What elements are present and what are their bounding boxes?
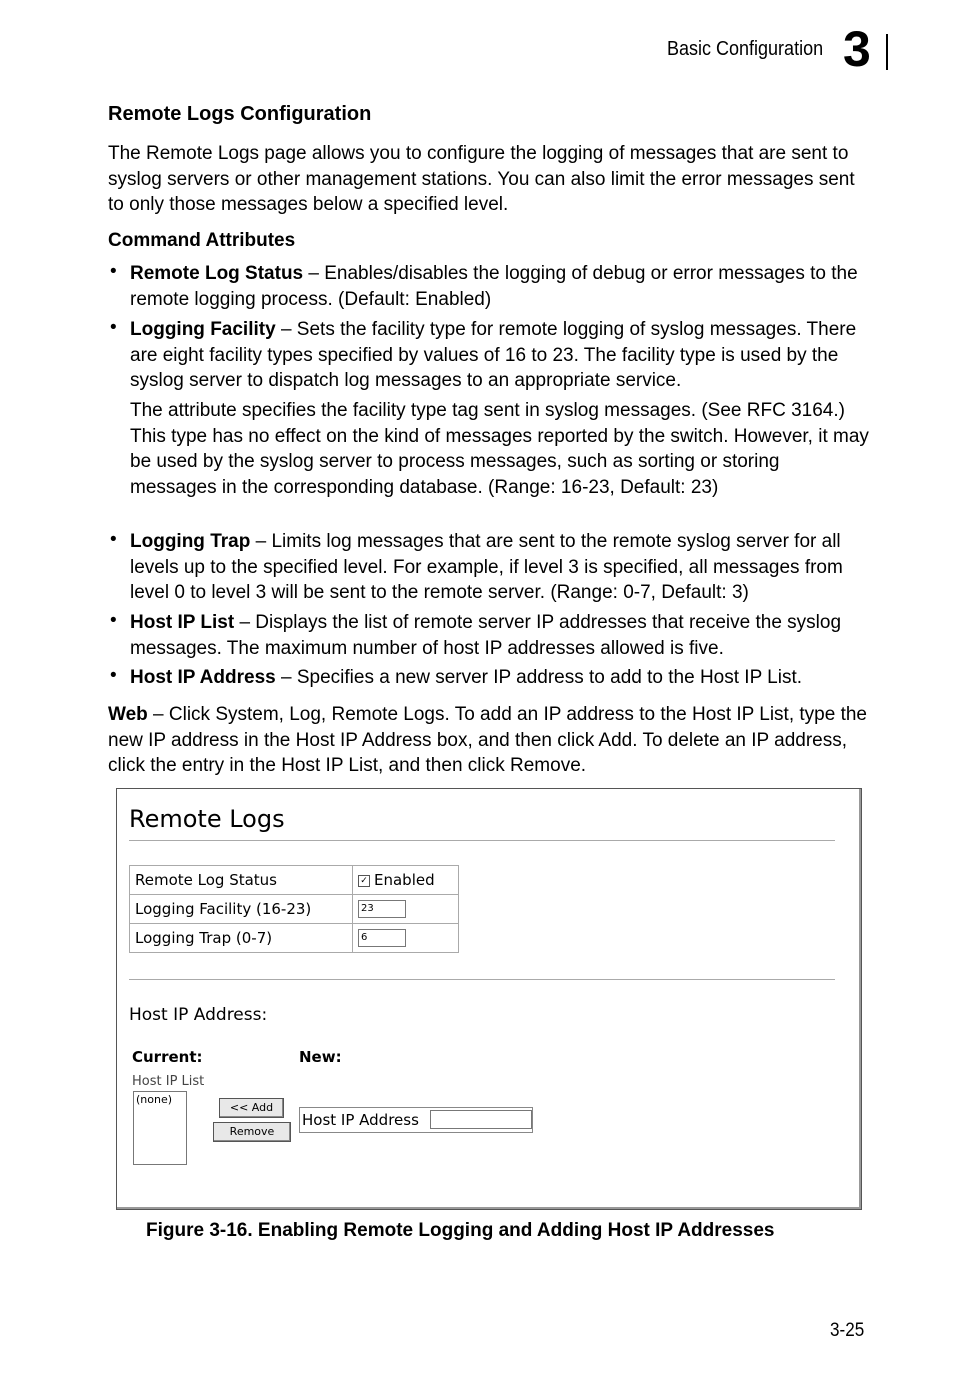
intro-paragraph: The Remote Logs page allows you to configure the logging of messages that are sent to syslog servers or other management stations. You can also limit the error messages sent to only those messages below a specified level. [108,143,855,215]
web-paragraph: Web – Click System, Log, Remote Logs. To add an IP address to the Host IP List, type the new IP address in the Host IP Address box, and then click Add. To delete an IP address, click the entry in the Host IP List, and then click Remove. [108,704,867,776]
bullet-logging-trap: Logging Trap – Limits log messages that are sent to the remote syslog server for all levels up to the specified level. For example, if level 3 is specified, all messages from level 0 to level 3 will be sent to the remote server. (Range: 0-7, Default: 3) [130,531,843,603]
chapter-number: 3 [843,21,871,77]
header-divider [886,34,888,70]
command-attributes-title: Command Attributes [108,230,296,251]
enabled-checkbox[interactable]: ✓ [358,875,370,887]
host-ip-list[interactable] [133,1091,187,1165]
new-label: New: [299,1048,342,1066]
bullet-marker: • [110,529,117,550]
current-label: Current: [132,1048,203,1066]
enabled-label: Enabled [374,871,435,889]
divider [129,979,835,980]
host-ip-address-heading: Host IP Address: [129,1005,268,1025]
remove-button[interactable]: Remove [213,1122,291,1142]
bullet-marker: • [110,261,117,282]
table-row [130,866,459,895]
section-title: Remote Logs Configuration [108,103,372,125]
figure-caption: Figure 3-16. Enabling Remote Logging and Adding Host IP Addresses [146,1220,775,1241]
bullet-host-ip-list: Host IP List – Displays the list of remote server IP addresses that receive the syslog messages. The maximum number of host IP addresses allowed is five. [130,612,842,659]
list-item[interactable]: (none) [136,1093,173,1106]
logging-facility-cell [353,895,459,924]
bullet-marker: • [110,610,117,631]
host-ip-address-input[interactable] [430,1110,532,1129]
remote-log-status-cell [353,866,459,895]
settings-table [129,865,459,953]
logging-trap-cell [353,924,459,953]
logging-facility-input[interactable]: 23 [358,900,406,918]
logging-trap-label: Logging Trap (0-7) [130,924,353,953]
divider [129,840,835,841]
bullet-logging-facility-extra: The attribute specifies the facility type tag sent in syslog messages. (See RFC 3164.) This type has no effect on the kind of messages reported by the switch. However, it may be used by the syslog server to process messages, such as sorting or storing messages in the corresponding database. (Range: 16-23, Default: 23) [130,400,869,498]
figure-page-title: Remote Logs [129,805,285,833]
host-ip-list-label: Host IP List [132,1074,205,1089]
table-row [130,924,459,953]
bullet-host-ip-address: Host IP Address – Specifies a new server IP address to add to the Host IP List. [130,667,803,688]
bullet-remote-log-status: Remote Log Status – Enables/disables the logging of debug or error messages to the remote logging process. (Default: Enabled) [130,263,858,310]
running-header: Basic Configuration [667,38,824,60]
table-row [130,895,459,924]
remote-log-status-label: Remote Log Status [130,866,353,895]
bullet-marker: • [110,665,117,686]
bullet-marker: • [110,317,117,338]
remote-logs-screenshot [116,788,862,1210]
add-button[interactable]: << Add [219,1098,284,1118]
host-ip-address-label: Host IP Address [302,1111,419,1129]
page-number: 3-25 [830,1320,865,1341]
logging-facility-label: Logging Facility (16-23) [130,895,353,924]
logging-trap-input[interactable]: 6 [358,929,406,947]
bullet-logging-facility: Logging Facility – Sets the facility type for remote logging of syslog messages. There are eight facility types specified by values of 16 to 23. The facility type is used by the syslog server to dispatch log messages to an appropriate service. [130,319,857,391]
host-ip-address-box [299,1107,533,1133]
